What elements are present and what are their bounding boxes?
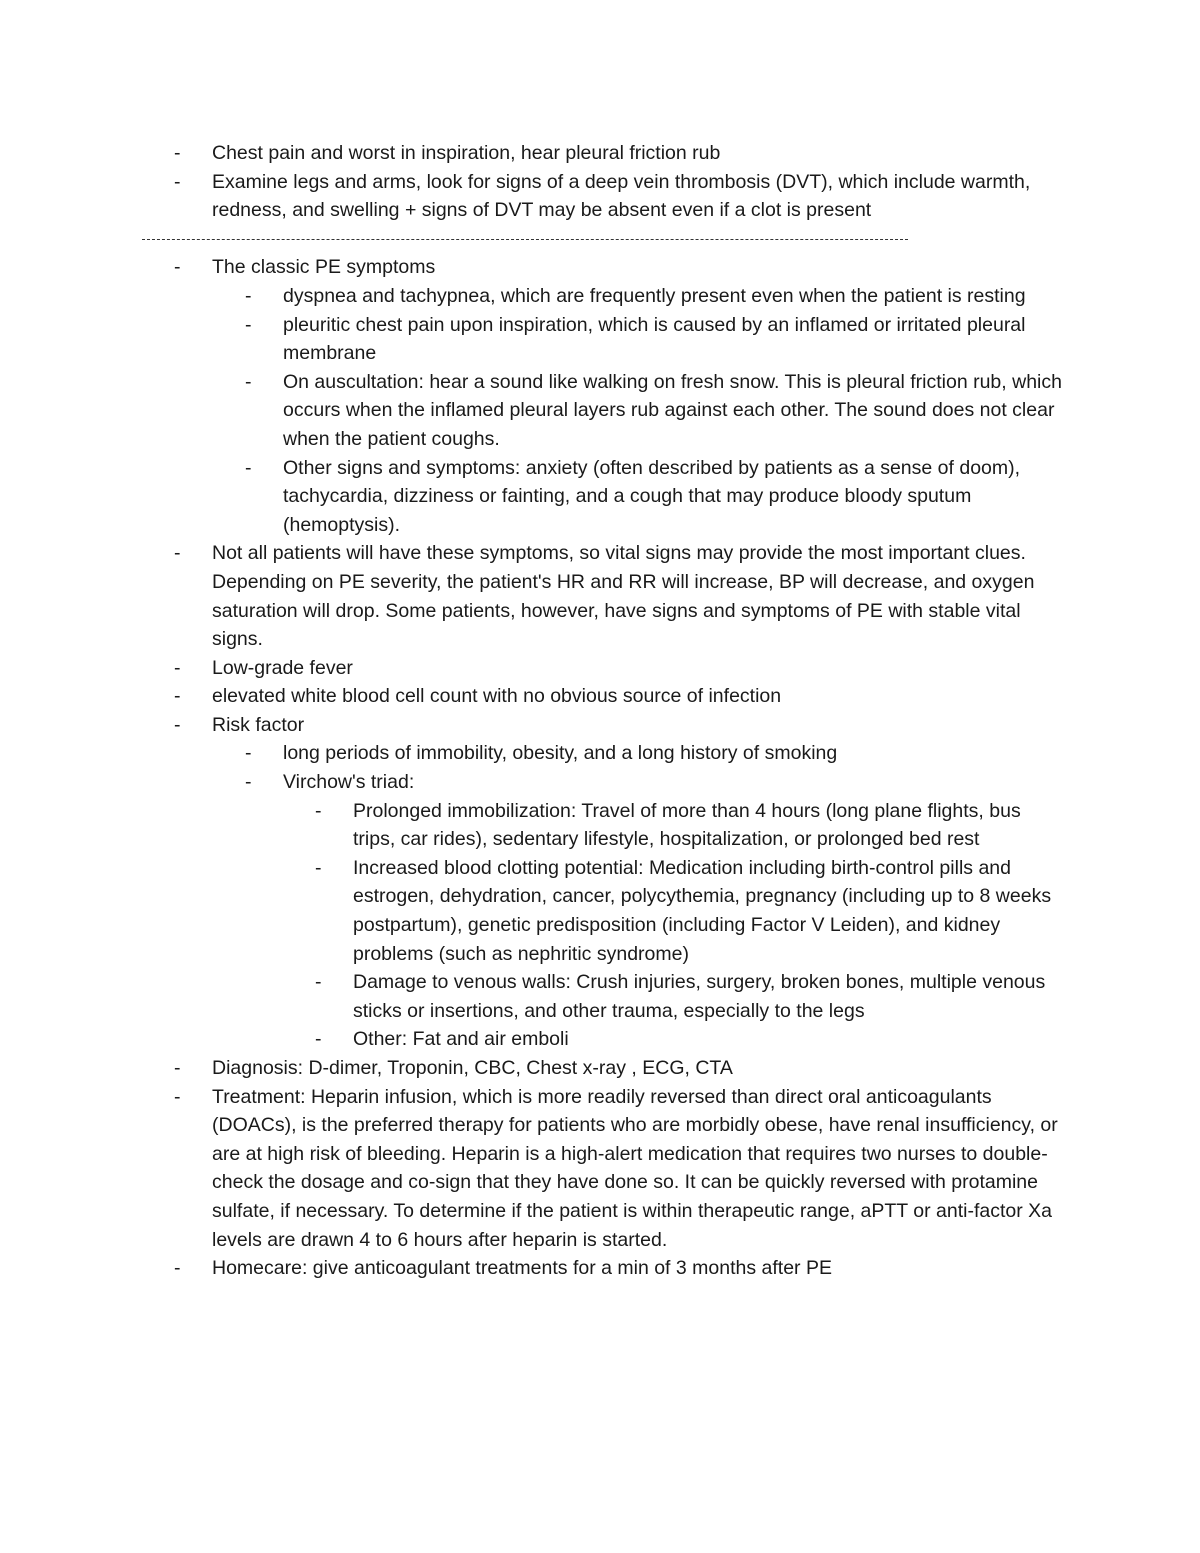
list-item xyxy=(0,654,1062,683)
list-item-text: Not all patients will have these symptoms, so vital signs may provide the most important clues. Depending on PE severity, the patient's HR and RR will increase, BP will decrease, and oxygen saturation will drop. Some patients, however, have signs and symptoms of PE with stable vital signs. xyxy=(212,542,1035,651)
bullet-dash: - xyxy=(174,1057,181,1079)
list-item xyxy=(0,168,1062,225)
list-item-text: Increased blood clotting potential: Medication including birth-control pills and estrogen, dehydration, cancer, polycythemia, pregnancy (including up to 8 weeks postpartum), genetic predisposition (including Factor V Leiden), and kidney problems (such as nephritic syndrome) xyxy=(353,856,1052,965)
bullet-dash: - xyxy=(245,456,252,479)
bullet-dash: - xyxy=(174,142,181,164)
bullet-dash: - xyxy=(315,1028,322,1051)
list-item-text: Treatment: Heparin infusion, which is more readily reversed than direct oral anticoagulants (DOACs), is the preferred therapy for patients who are morbidly obese, have renal insufficiency, or are at high risk of bleeding. Heparin is a high-alert medication that requires two nurses to double-check the dosage and co-sign that they have done so. It can be quickly reversed with protamine sulfate, if necessary. To determine if the patient is within therapeutic range, aPTT or anti-factor Xa levels are drawn 4 to 6 hours after heparin is started. xyxy=(212,1085,1058,1251)
bullet-dash: - xyxy=(174,170,181,193)
bullet-dash: - xyxy=(174,542,181,565)
list-item-text: Virchow's triad: xyxy=(283,771,415,794)
list-item-text: long periods of immobility, obesity, and a long history of smoking xyxy=(283,742,838,765)
list-item xyxy=(0,139,1062,168)
list-item xyxy=(0,1254,1062,1283)
list-item-text: Other signs and symptoms: anxiety (often described by patients as a sense of doom), tachycardia, dizziness or fainting, and a cough that may produce bloody sputum (hemoptysis). xyxy=(283,456,1021,536)
list-item xyxy=(0,282,1063,311)
list-item-text: Chest pain and worst in inspiration, hear pleural friction rub xyxy=(212,142,721,164)
list-item-text: Damage to venous walls: Crush injuries, surgery, broken bones, multiple venous sticks or insertions, and other trauma, especially to the legs xyxy=(353,971,1046,1022)
bullet-dash: - xyxy=(174,256,181,279)
bullet-dash: - xyxy=(245,771,252,794)
list-item-text: Homecare: give anticoagulant treatments for a min of 3 months after PE xyxy=(212,1257,832,1280)
bullet-dash: - xyxy=(315,971,322,994)
divider-line xyxy=(142,239,908,240)
bullet-dash: - xyxy=(315,856,322,879)
list-item xyxy=(0,854,1063,968)
bullet-dash: - xyxy=(245,370,252,393)
document-page xyxy=(0,139,1200,1283)
list-item xyxy=(0,311,1063,368)
list-item-text: dyspnea and tachypnea, which are frequently present even when the patient is resting xyxy=(283,284,1026,307)
bullet-dash: - xyxy=(174,1257,181,1280)
bullet-dash: - xyxy=(245,284,252,307)
list-item xyxy=(0,711,1062,740)
list-item xyxy=(0,539,1062,653)
list-item xyxy=(0,739,1063,768)
list-item-text: Low-grade fever xyxy=(212,656,353,679)
list-item-text: On auscultation: hear a sound like walking on fresh snow. This is pleural friction rub, which occurs when the inflamed pleural layers rub against each other. The sound does not clear when the patient coughs. xyxy=(283,370,1062,450)
bullet-dash: - xyxy=(174,1085,181,1108)
bullet-dash: - xyxy=(315,799,322,822)
list-item-text: Examine legs and arms, look for signs of a deep vein thrombosis (DVT), which include warmth, redness, and swelling + signs of DVT may be absent even if a clot is present xyxy=(212,170,1031,222)
bullet-dash: - xyxy=(174,656,181,679)
list-item-text: pleuritic chest pain upon inspiration, which is caused by an inflamed or irritated pleural membrane xyxy=(283,313,1026,365)
list-item xyxy=(0,454,1063,540)
bullet-dash: - xyxy=(245,313,252,336)
list-item xyxy=(0,1083,1062,1255)
list-item xyxy=(0,368,1063,454)
list-item-text: Diagnosis: D-dimer, Troponin, CBC, Chest x-ray , ECG, CTA xyxy=(212,1057,733,1079)
list-item xyxy=(0,1025,1063,1054)
list-item-text: Prolonged immobilization: Travel of more than 4 hours (long plane flights, bus trips, car rides), sedentary lifestyle, hospitalization, or prolonged bed rest xyxy=(353,799,1021,851)
list-item xyxy=(0,768,1063,797)
list-item xyxy=(0,1054,1062,1083)
list-item xyxy=(0,682,1062,711)
list-item xyxy=(0,253,1062,282)
bullet-dash: - xyxy=(174,685,181,708)
list-item-text: The classic PE symptoms xyxy=(212,256,436,279)
bullet-dash: - xyxy=(245,742,252,765)
list-item-text: Other: Fat and air emboli xyxy=(353,1028,569,1051)
list-item xyxy=(0,797,1063,854)
list-item-text: elevated white blood cell count with no obvious source of infection xyxy=(212,685,782,708)
section-divider xyxy=(0,225,1200,254)
bullet-dash: - xyxy=(174,713,181,736)
list-item-text: Risk factor xyxy=(212,713,305,736)
list-item xyxy=(0,968,1063,1025)
